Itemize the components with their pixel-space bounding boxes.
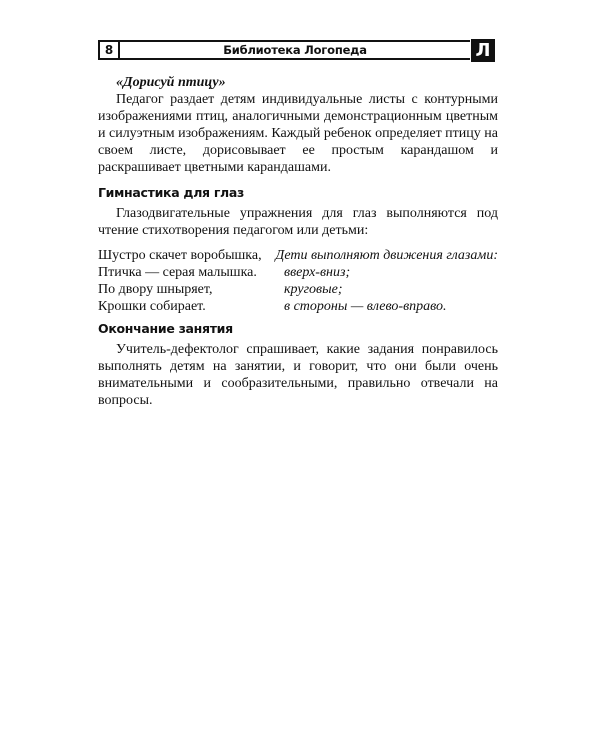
poem-action: Дети выполняют движения глазами: xyxy=(275,248,498,263)
logo-icon: Л xyxy=(471,39,495,62)
poem-line: По двору шныряет, xyxy=(98,282,213,297)
poem-action: круговые; xyxy=(284,282,343,297)
section-heading-ending: Окончание занятия xyxy=(98,321,233,336)
poem-row xyxy=(98,264,498,281)
section-heading-gymnastics: Гимнастика для глаз xyxy=(98,185,245,200)
page-content xyxy=(98,74,498,409)
page-header xyxy=(98,40,495,62)
intro-paragraph: Педагог раздает детям индивидуальные листы с контурными изображениями птиц, аналогичными демонстрационным цветным и силуэтным изображениям. Каждый ребенок определяет птицу на своем листе, дорисовывает ее простым карандашом и раскрашивает цветными карандашами. xyxy=(98,92,498,175)
poem-row xyxy=(98,247,498,264)
poem xyxy=(98,247,498,315)
ending-paragraph: Учитель-дефектолог спрашивает, какие задания понравилось выполнять детям на занятии, и говорит, что они были очень внимательными и сообразительными, правильно отвечали на вопросы. xyxy=(98,342,498,408)
poem-line: Шустро скачет воробышка, xyxy=(98,248,262,263)
gymnastics-paragraph: Глазодвигательные упражнения для глаз выполняются под чтение стихотворения педагогом или детьми: xyxy=(98,206,498,238)
poem-line: Крошки собирает. xyxy=(98,299,206,314)
poem-action: в стороны — влево-вправо. xyxy=(284,299,447,314)
poem-line: Птичка — серая малышка. xyxy=(98,265,257,280)
poem-row xyxy=(98,281,498,298)
poem-action: вверх-вниз; xyxy=(284,265,351,280)
game-title: «Дорисуй птицу» xyxy=(116,75,226,90)
running-title: Библиотека Логопеда xyxy=(223,43,367,57)
page-number: 8 xyxy=(98,40,120,60)
poem-row xyxy=(98,298,498,315)
